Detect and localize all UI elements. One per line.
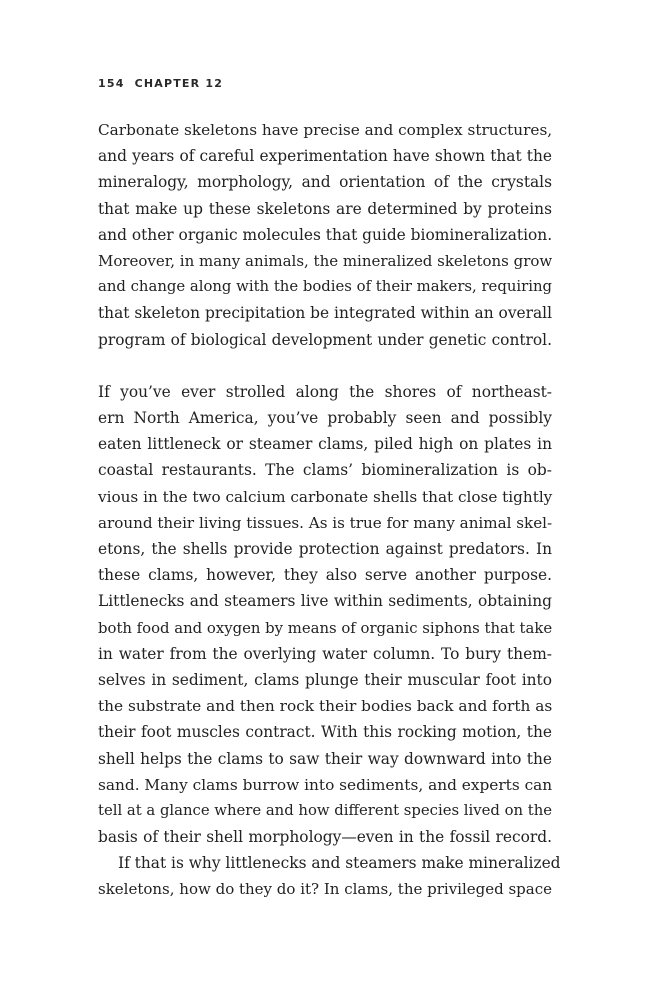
body-text: [98, 117, 561, 903]
text-line: tell at a glance where and how different species lived on the: [98, 801, 552, 819]
text-line: that skeleton precipitation be integrated within an overall: [98, 304, 552, 323]
text-line: etons, the shells provide protection against predators. In: [98, 540, 552, 558]
text-line: vious in the two calcium carbonate shells that close tightly: [98, 487, 553, 506]
text-line: ern North America, you’ve probably seen and possibly: [98, 409, 552, 428]
text-line: Carbonate skeletons have precise and complex structures,: [98, 121, 553, 139]
text-line: If that is why littlenecks and steamers make mineralized: [118, 854, 561, 873]
text-line: coastal restaurants. The clams’ biomineralization is ob-: [98, 461, 552, 480]
text-line: and change along with the bodies of their makers, requiring: [98, 278, 552, 296]
text-line: Littlenecks and steamers live within sediments, obtaining: [98, 592, 552, 611]
running-head: [98, 77, 223, 90]
text-line: basis of their shell morphology—even in the fossil record.: [98, 828, 552, 847]
page-number: 154: [98, 77, 125, 90]
text-line: mineralogy, morphology, and orientation of the crystals: [98, 173, 552, 192]
text-line: their foot muscles contract. With this rocking motion, the: [98, 723, 552, 742]
paragraph-1: [98, 117, 552, 353]
text-line: that make up these skeletons are determined by proteins: [98, 199, 552, 218]
text-line: sand. Many clams burrow into sediments, and experts can: [98, 775, 553, 794]
text-line: these clams, however, they also serve another purpose.: [98, 566, 552, 585]
paragraph-spacer: [98, 353, 552, 379]
text-line: Moreover, in many animals, the mineralized skeletons grow: [98, 251, 553, 270]
text-line: shell helps the clams to saw their way downward into the: [98, 749, 552, 768]
text-line: around their living tissues. As is true for many animal skel-: [98, 513, 553, 532]
text-line: and years of careful experimentation have shown that the: [98, 147, 552, 166]
chapter-title: CHAPTER 12: [134, 77, 224, 90]
paragraph-3: [98, 850, 561, 902]
text-line: skeletons, how do they do it? In clams, the privileged space: [98, 880, 553, 899]
text-line: and other organic molecules that guide biomineralization.: [98, 225, 553, 244]
text-line: selves in sediment, clams plunge their muscular foot into: [98, 670, 552, 689]
text-line: both food and oxygen by means of organic siphons that take: [98, 618, 553, 637]
text-line: If you’ve ever strolled along the shores of northeast-: [98, 382, 552, 401]
text-line: eaten littleneck or steamer clams, piled high on plates in: [98, 435, 552, 454]
text-line: in water from the overlying water column. To bury them-: [98, 644, 552, 663]
text-line: the substrate and then rock their bodies back and forth as: [98, 697, 553, 716]
text-line: program of biological development under genetic control.: [98, 330, 552, 349]
paragraph-2: [98, 379, 552, 850]
